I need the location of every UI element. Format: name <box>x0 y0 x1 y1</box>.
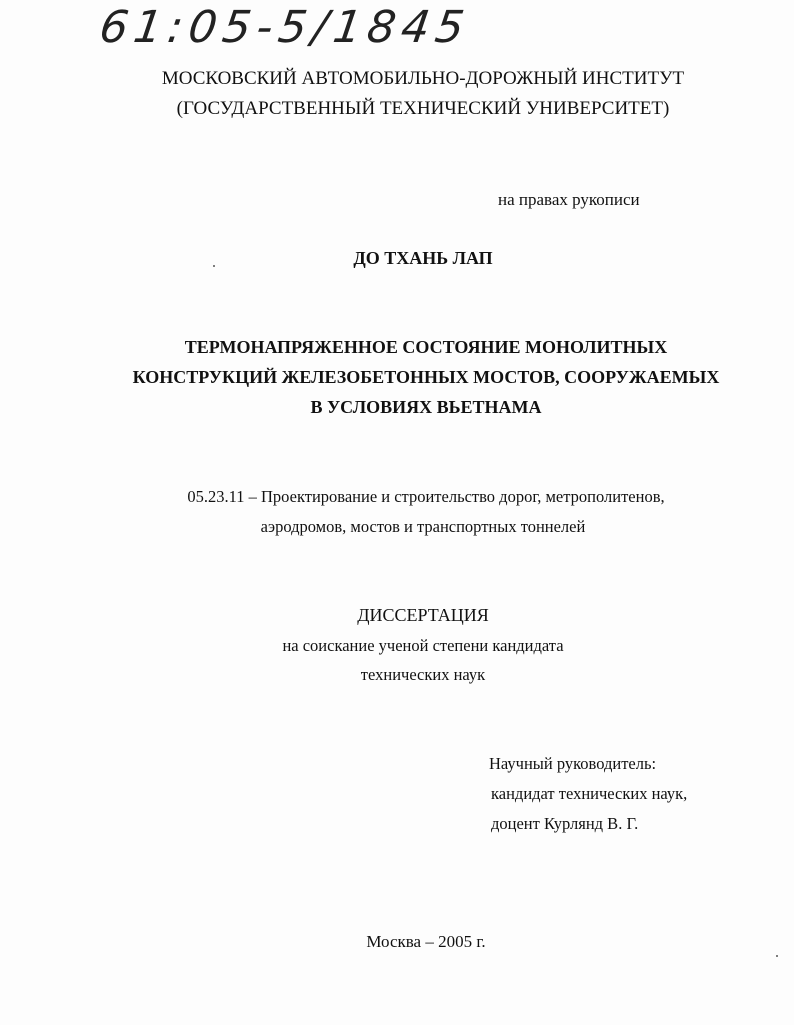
supervisor-degree: кандидат технических наук, <box>491 784 688 803</box>
thesis-title-line-1: ТЕРМОНАПРЯЖЕННОЕ СОСТОЯНИЕ МОНОЛИТНЫХ <box>184 337 668 357</box>
author-name: ДО ТХАНЬ ЛАП <box>353 248 493 268</box>
scan-speck <box>213 265 215 267</box>
specialty-line-1: 05.23.11 – Проектирование и строительство дорог, метрополитенов, <box>187 487 665 506</box>
thesis-type: ДИССЕРТАЦИЯ <box>357 605 489 625</box>
degree-line-1: на соискание ученой степени кандидата <box>282 636 564 655</box>
institution-name: МОСКОВСКИЙ АВТОМОБИЛЬНО-ДОРОЖНЫЙ ИНСТИТУТ <box>161 68 685 89</box>
thesis-title-line-2: КОНСТРУКЦИЙ ЖЕЛЕЗОБЕТОННЫХ МОСТОВ, СООРУЖАЕМЫХ <box>132 367 720 387</box>
thesis-title-line-3: В УСЛОВИЯХ ВЬЕТНАМА <box>310 397 542 417</box>
scan-speck <box>776 955 778 957</box>
institution-subtitle: (ГОСУДАРСТВЕННЫЙ ТЕХНИЧЕСКИЙ УНИВЕРСИТЕТ) <box>176 98 670 119</box>
specialty-line-2: аэродромов, мостов и транспортных тоннелей <box>260 517 586 536</box>
degree-line-2: технических наук <box>360 665 486 684</box>
manuscript-note: на правах рукописи <box>498 190 640 209</box>
place-and-year: Москва – 2005 г. <box>366 932 486 951</box>
handwritten-shelf-mark: 61:05-5/1845 <box>96 2 474 53</box>
supervisor-name: доцент Курлянд В. Г. <box>491 814 639 833</box>
supervisor-label: Научный руководитель: <box>489 754 657 773</box>
